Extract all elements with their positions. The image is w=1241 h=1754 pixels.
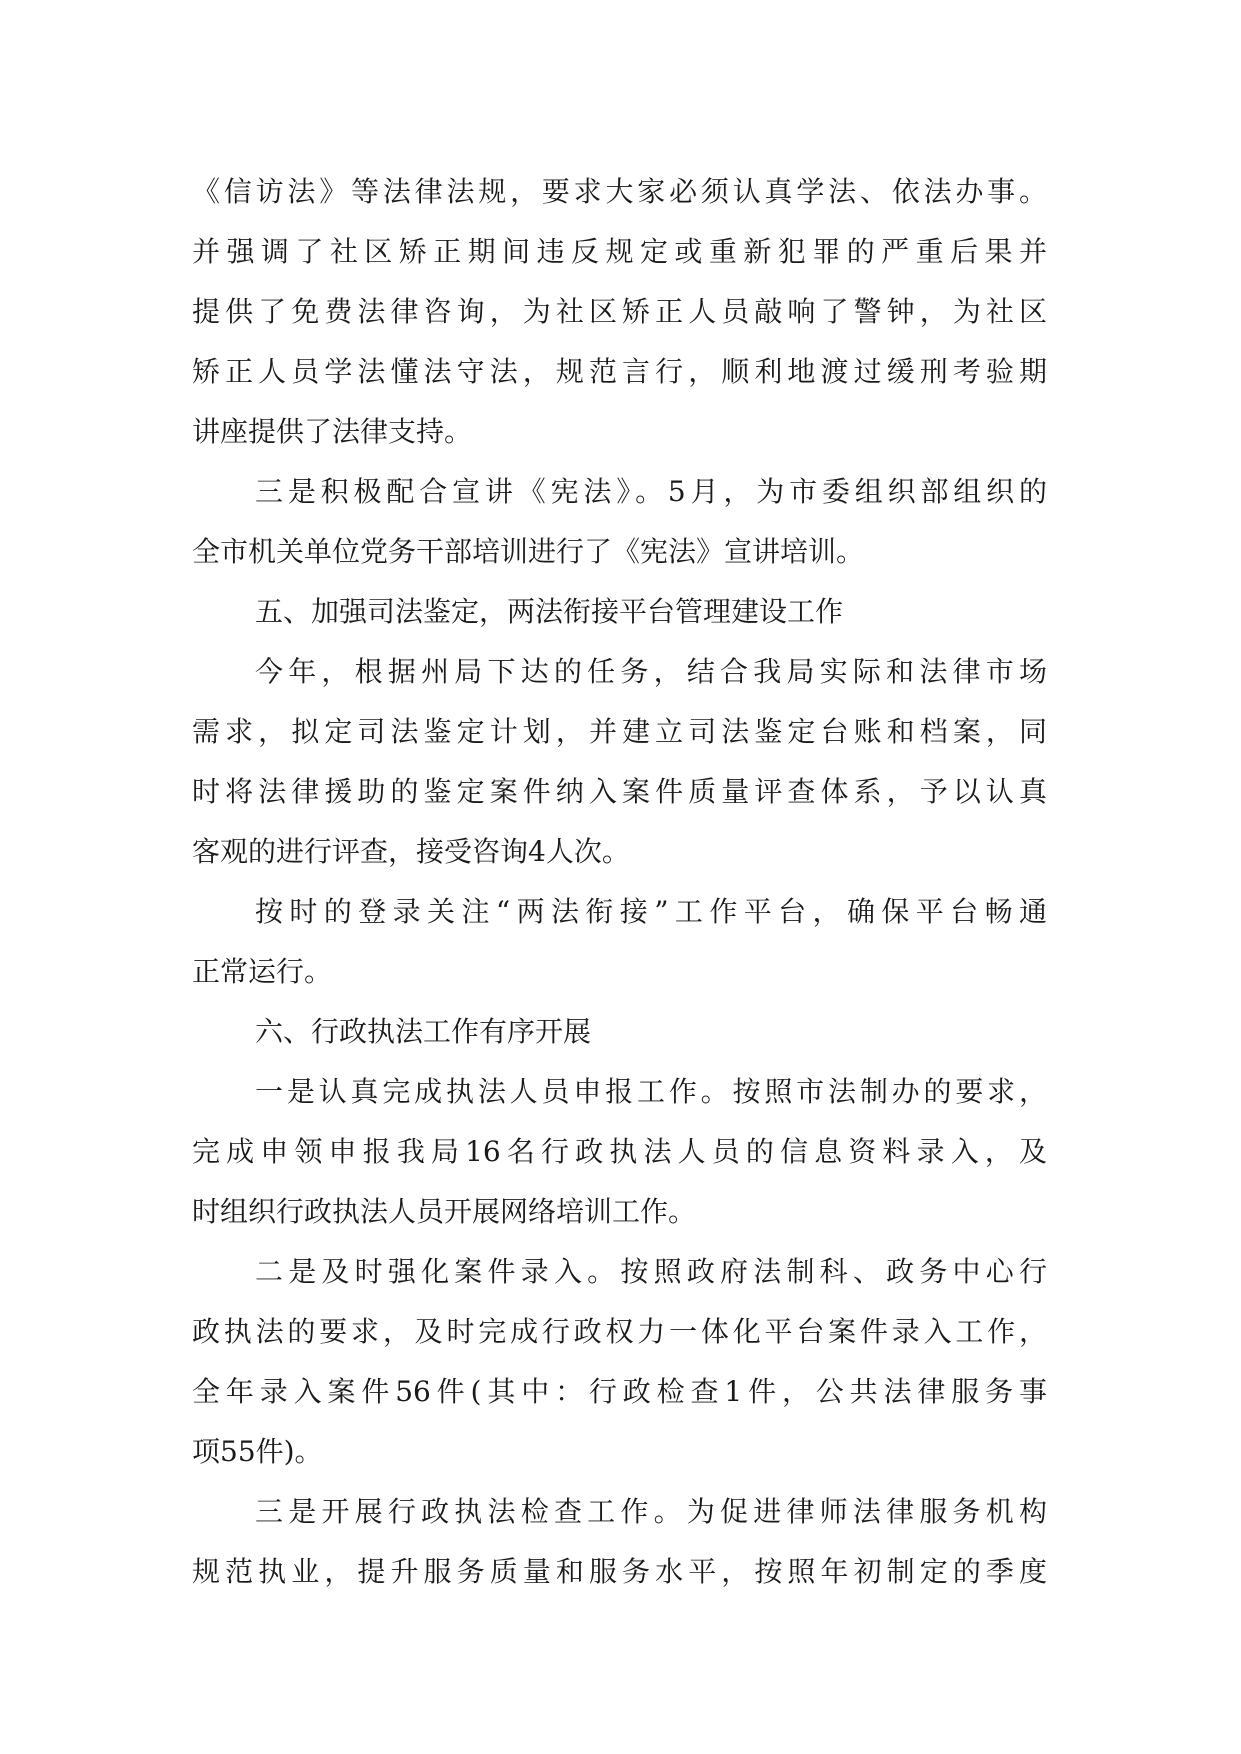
text-line: 全年录入案件56件(其中：行政检查1件，公共法律服务事 — [192, 1375, 1047, 1408]
text-line: 六、行政执法工作有序开展 — [255, 1015, 592, 1048]
text-line: 讲座提供了法律支持。 — [192, 415, 473, 448]
text-line: 时将法律援助的鉴定案件纳入案件质量评查体系，予以认真 — [192, 775, 1047, 808]
text-line: 一是认真完成执法人员申报工作。按照市法制办的要求， — [255, 1075, 1047, 1108]
text-line: 规范执业，提升服务质量和服务水平，按照年初制定的季度 — [192, 1555, 1047, 1588]
text-line: 提供了免费法律咨询，为社区矫正人员敲响了警钟，为社区 — [192, 295, 1047, 328]
text-line: 矫正人员学法懂法守法，规范言行，顺利地渡过缓刑考验期 — [192, 355, 1047, 388]
document-body — [192, 162, 1047, 1602]
text-line: 三是开展行政执法检查工作。为促进律师法律服务机构 — [255, 1495, 1047, 1528]
text-line: 完成申领申报我局16名行政执法人员的信息资料录入，及 — [192, 1135, 1047, 1168]
text-line: 时组织行政执法人员开展网络培训工作。 — [192, 1195, 697, 1228]
text-line: 正常运行。 — [192, 955, 333, 988]
text-line: 按时的登录关注“两法衔接”工作平台，确保平台畅通 — [255, 895, 1047, 928]
text-line: 五、加强司法鉴定，两法衔接平台管理建设工作 — [255, 595, 844, 628]
text-line: 政执法的要求，及时完成行政权力一体化平台案件录入工作， — [192, 1315, 1047, 1348]
text-line: 二是及时强化案件录入。按照政府法制科、政务中心行 — [255, 1255, 1047, 1288]
text-line: 需求，拟定司法鉴定计划，并建立司法鉴定台账和档案，同 — [192, 715, 1047, 748]
text-line: 客观的进行评查，接受咨询4人次。 — [192, 835, 630, 868]
text-line: 今年，根据州局下达的任务，结合我局实际和法律市场 — [255, 655, 1047, 688]
text-line: 《信访法》等法律法规，要求大家必须认真学法、依法办事。 — [192, 175, 1047, 208]
text-line: 项55件)。 — [192, 1435, 323, 1468]
text-line: 全市机关单位党务干部培训进行了《宪法》宣讲培训。 — [192, 535, 865, 568]
text-line: 并强调了社区矫正期间违反规定或重新犯罪的严重后果并 — [192, 235, 1047, 268]
text-line: 三是积极配合宣讲《宪法》。5月，为市委组织部组织的 — [255, 475, 1047, 508]
